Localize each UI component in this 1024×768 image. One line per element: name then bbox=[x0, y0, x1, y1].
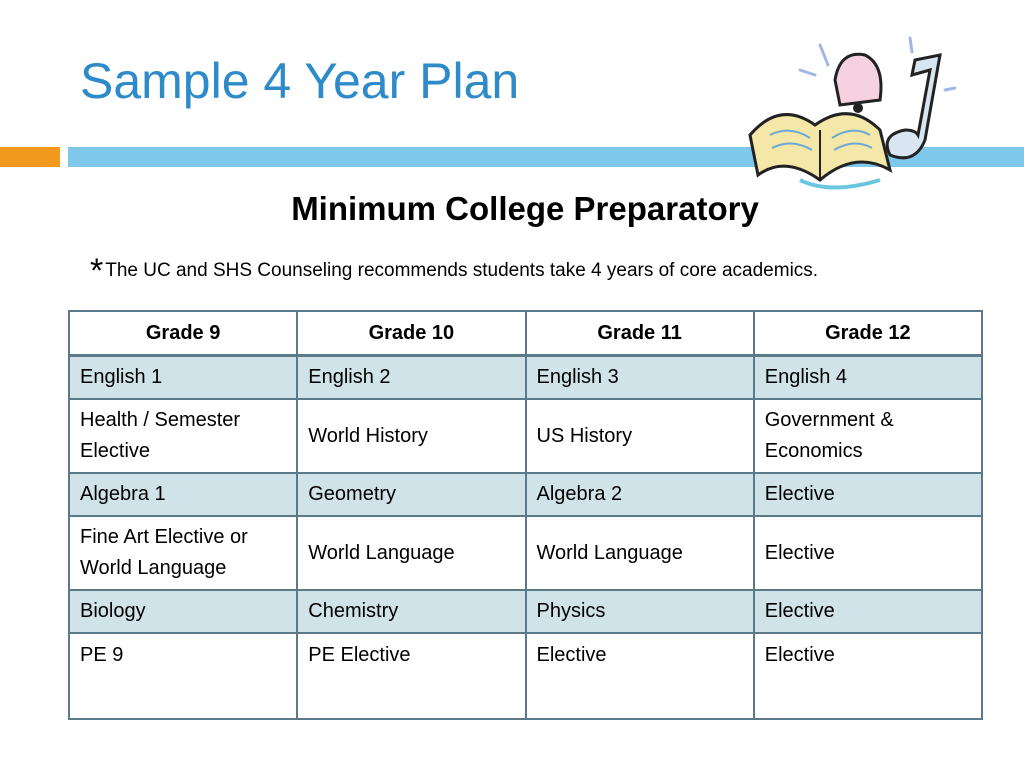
table-cell: Elective bbox=[754, 516, 982, 590]
table-cell: Biology bbox=[69, 590, 297, 633]
table-cell: Elective bbox=[526, 633, 754, 719]
table-cell: English 3 bbox=[526, 356, 754, 400]
bell-and-book-clipart-icon bbox=[740, 30, 960, 210]
table-cell: Algebra 1 bbox=[69, 473, 297, 516]
table-header-row bbox=[69, 311, 982, 356]
table-cell: US History bbox=[526, 399, 754, 473]
slide-subtitle: Minimum College Preparatory bbox=[291, 190, 759, 227]
accent-bar-orange bbox=[0, 147, 60, 167]
table-cell: Geometry bbox=[297, 473, 525, 516]
table-row bbox=[69, 516, 982, 590]
four-year-plan-table bbox=[68, 310, 983, 720]
table-cell: Chemistry bbox=[297, 590, 525, 633]
table-row bbox=[69, 590, 982, 633]
table-cell: World Language bbox=[297, 516, 525, 590]
table-cell: World Language bbox=[526, 516, 754, 590]
table-cell: Elective bbox=[754, 633, 982, 719]
table-cell: World History bbox=[297, 399, 525, 473]
table-cell: Fine Art Elective or World Language bbox=[69, 516, 297, 590]
table-cell: Elective bbox=[754, 590, 982, 633]
counseling-note bbox=[90, 252, 818, 291]
table-cell: English 1 bbox=[69, 356, 297, 400]
slide-title: Sample 4 Year Plan bbox=[80, 53, 520, 109]
table-cell: Government & Economics bbox=[754, 399, 982, 473]
table-cell: English 2 bbox=[297, 356, 525, 400]
header-grade-12: Grade 12 bbox=[754, 311, 982, 356]
table-row bbox=[69, 633, 982, 719]
table-row bbox=[69, 473, 982, 516]
table-cell: Physics bbox=[526, 590, 754, 633]
header-grade-11: Grade 11 bbox=[526, 311, 754, 356]
note-text: The UC and SHS Counseling recommends students take 4 years of core academics. bbox=[105, 260, 819, 281]
table-cell: PE Elective bbox=[297, 633, 525, 719]
note-asterisk: * bbox=[90, 252, 104, 290]
table-cell: Health / Semester Elective bbox=[69, 399, 297, 473]
table-row bbox=[69, 399, 982, 473]
table-cell: PE 9 bbox=[69, 633, 297, 719]
table-cell: Elective bbox=[754, 473, 982, 516]
header-grade-10: Grade 10 bbox=[297, 311, 525, 356]
table-cell: Algebra 2 bbox=[526, 473, 754, 516]
table-cell: English 4 bbox=[754, 356, 982, 400]
header-grade-9: Grade 9 bbox=[69, 311, 297, 356]
table-row bbox=[69, 356, 982, 400]
